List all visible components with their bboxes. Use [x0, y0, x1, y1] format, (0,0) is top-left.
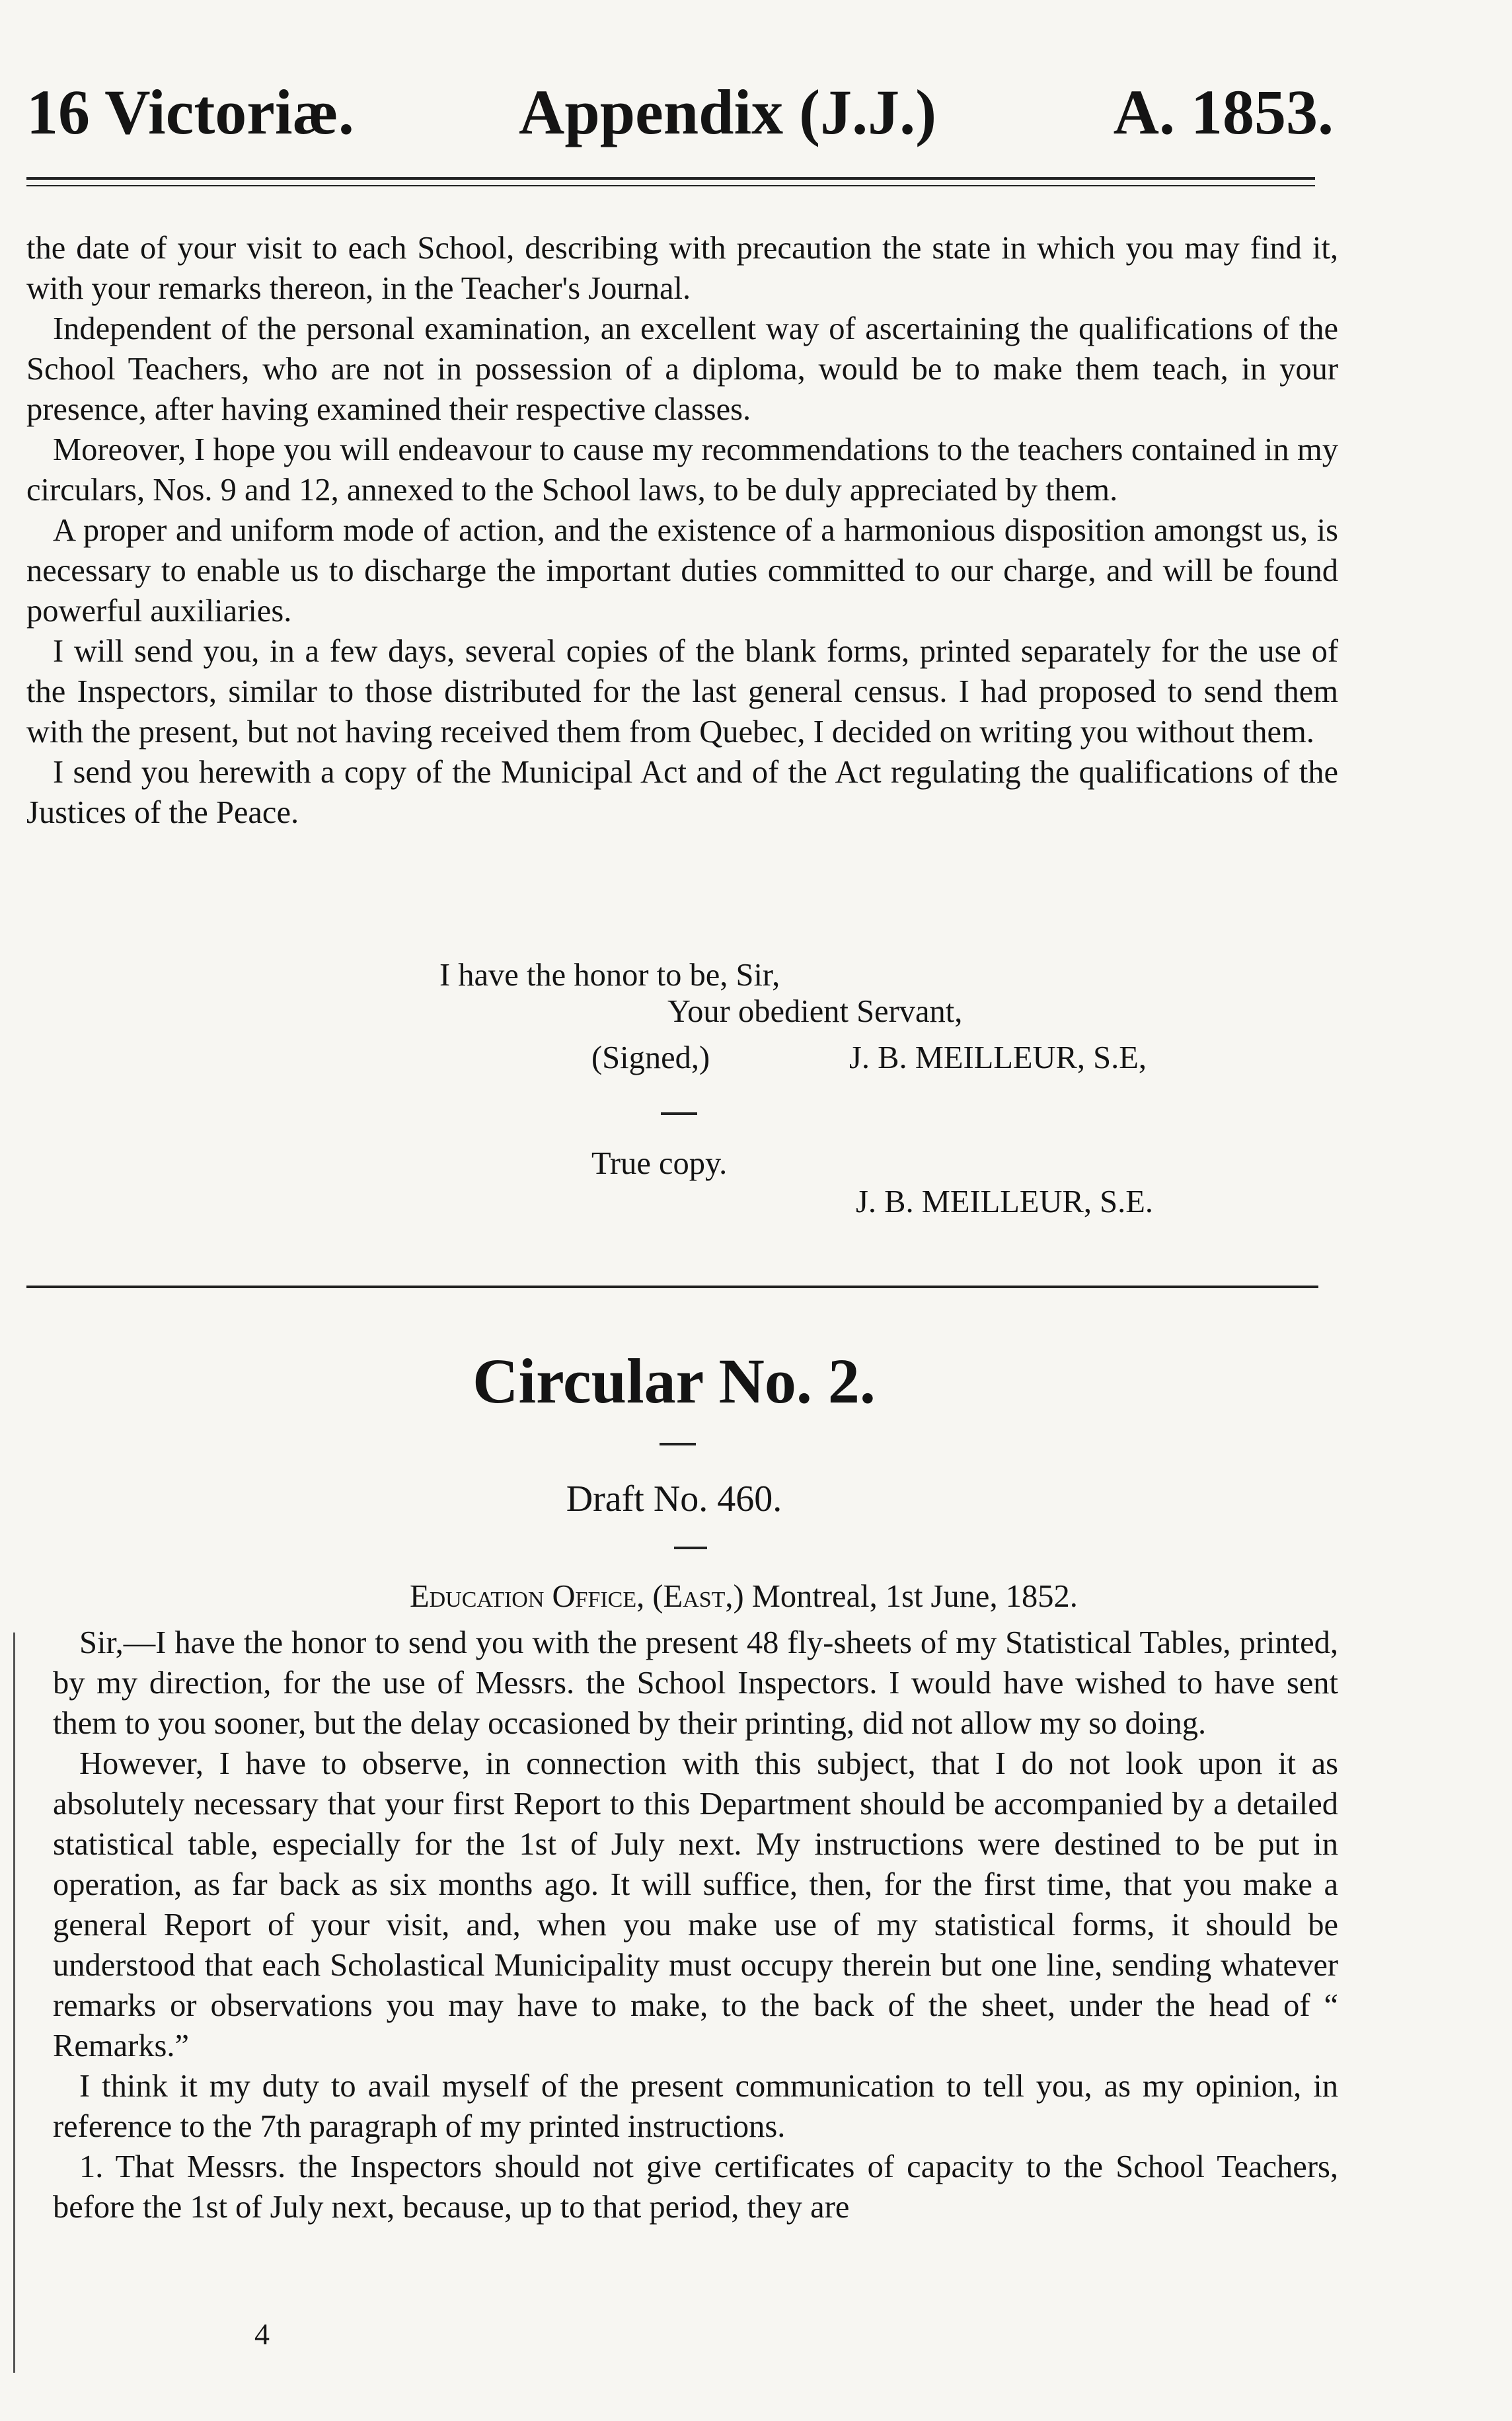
margin-line [13, 1633, 15, 2373]
true-copy-label: True copy. [591, 1146, 728, 1181]
dateline-place-date: Montreal, 1st June, 1852. [751, 1579, 1078, 1614]
header-appendix: Appendix (J.J.) [519, 77, 937, 147]
page-number: 4 [254, 2317, 270, 2351]
letter-paragraph: I will send you, in a few days, several copies of the blank forms, printed separately for the use of the Inspectors, similar to those distributed for the last general census. I had proposed to send them with the present, but not having received them from Quebec, I decided on writing you without them. [26, 634, 1338, 749]
header-double-rule [26, 177, 1315, 186]
dateline-office: Education Office, (East,) [410, 1579, 744, 1614]
separator-dash [661, 1112, 697, 1115]
circular-title: Circular No. 2. [472, 1346, 876, 1416]
letter-paragraph: Moreover, I hope you will endeavour to cause my recommendations to the teachers contained in my circulars, Nos. 9 and 12, annexed to the School laws, to be duly appreciated by them. [26, 432, 1338, 508]
section-rule [26, 1286, 1318, 1288]
closing-servant: Your obedient Servant, [667, 994, 963, 1029]
letter-paragraph: the date of your visit to each School, describing with precaution the state in which you may find it, with your remarks thereon, in the Teacher's Journal. [26, 231, 1338, 306]
circular-paragraph: Sir,—I have the honor to send you with the present 48 fly-sheets of my Statistical Tables, printed, by my direction, for the use of Messrs. the School Inspectors. I would have wished to have sent them to you sooner, but the delay occasioned by their printing, did not allow my so doing. [53, 1625, 1338, 1741]
circular-paragraph: However, I have to observe, in connection with this subject, that I do not look upon it as absolutely necessary that your first Report to this Department should be accompanied by a detailed statistical table, especially for the 1st of July next. My instructions were destined to be put in operation, as far back as six months ago. It will suffice, then, for the first time, that you make a general Report of your visit, and, when you make use of my statistical forms, it should be understood that each Scholastical Municipality must occupy therein but one line, sending whatever remarks or observations you may have to make, to the back of the sheet, under the head of “ Remarks.” [53, 1746, 1338, 2063]
draft-number: Draft No. 460. [566, 1479, 782, 1519]
title-dash [660, 1443, 696, 1445]
header-session: 16 Victoriæ. [26, 77, 354, 147]
header-year: A. 1853. [1113, 77, 1334, 147]
circular-paragraph: 1. That Messrs. the Inspectors should not give certificates of capacity to the School Teachers, before the 1st of July next, because, up to that period, they are [53, 2149, 1338, 2225]
draft-dash [674, 1547, 707, 1549]
page-header [26, 69, 1334, 155]
closing-salutation: I have the honor to be, Sir, [439, 958, 780, 993]
letter-paragraph: I send you herewith a copy of the Municipal Act and of the Act regulating the qualifications of the Justices of the Peace. [26, 755, 1338, 830]
letter-paragraph: Independent of the personal examination, an excellent way of ascertaining the qualifications of the School Teachers, who are not in possession of a diploma, would be to make them teach, in your presence, after having examined their respective classes. [26, 311, 1338, 427]
true-copy-signature: J. B. MEILLEUR, S.E. [856, 1184, 1153, 1219]
letter-paragraph: A proper and uniform mode of action, and the existence of a harmonious disposition amongst us, is necessary to enable us to discharge the important duties committed to our charge, and will be found powerful auxiliaries. [26, 513, 1338, 629]
letter-body [26, 228, 1338, 833]
signed-label: (Signed,) [591, 1040, 710, 1075]
circular-body [53, 1623, 1338, 2227]
signature-name: J. B. MEILLEUR, S.E, [849, 1040, 1147, 1075]
circular-paragraph: I think it my duty to avail myself of the present communication to tell you, as my opinion, in reference to the 7th paragraph of my printed instructions. [53, 2069, 1338, 2144]
dateline [410, 1576, 1078, 1617]
